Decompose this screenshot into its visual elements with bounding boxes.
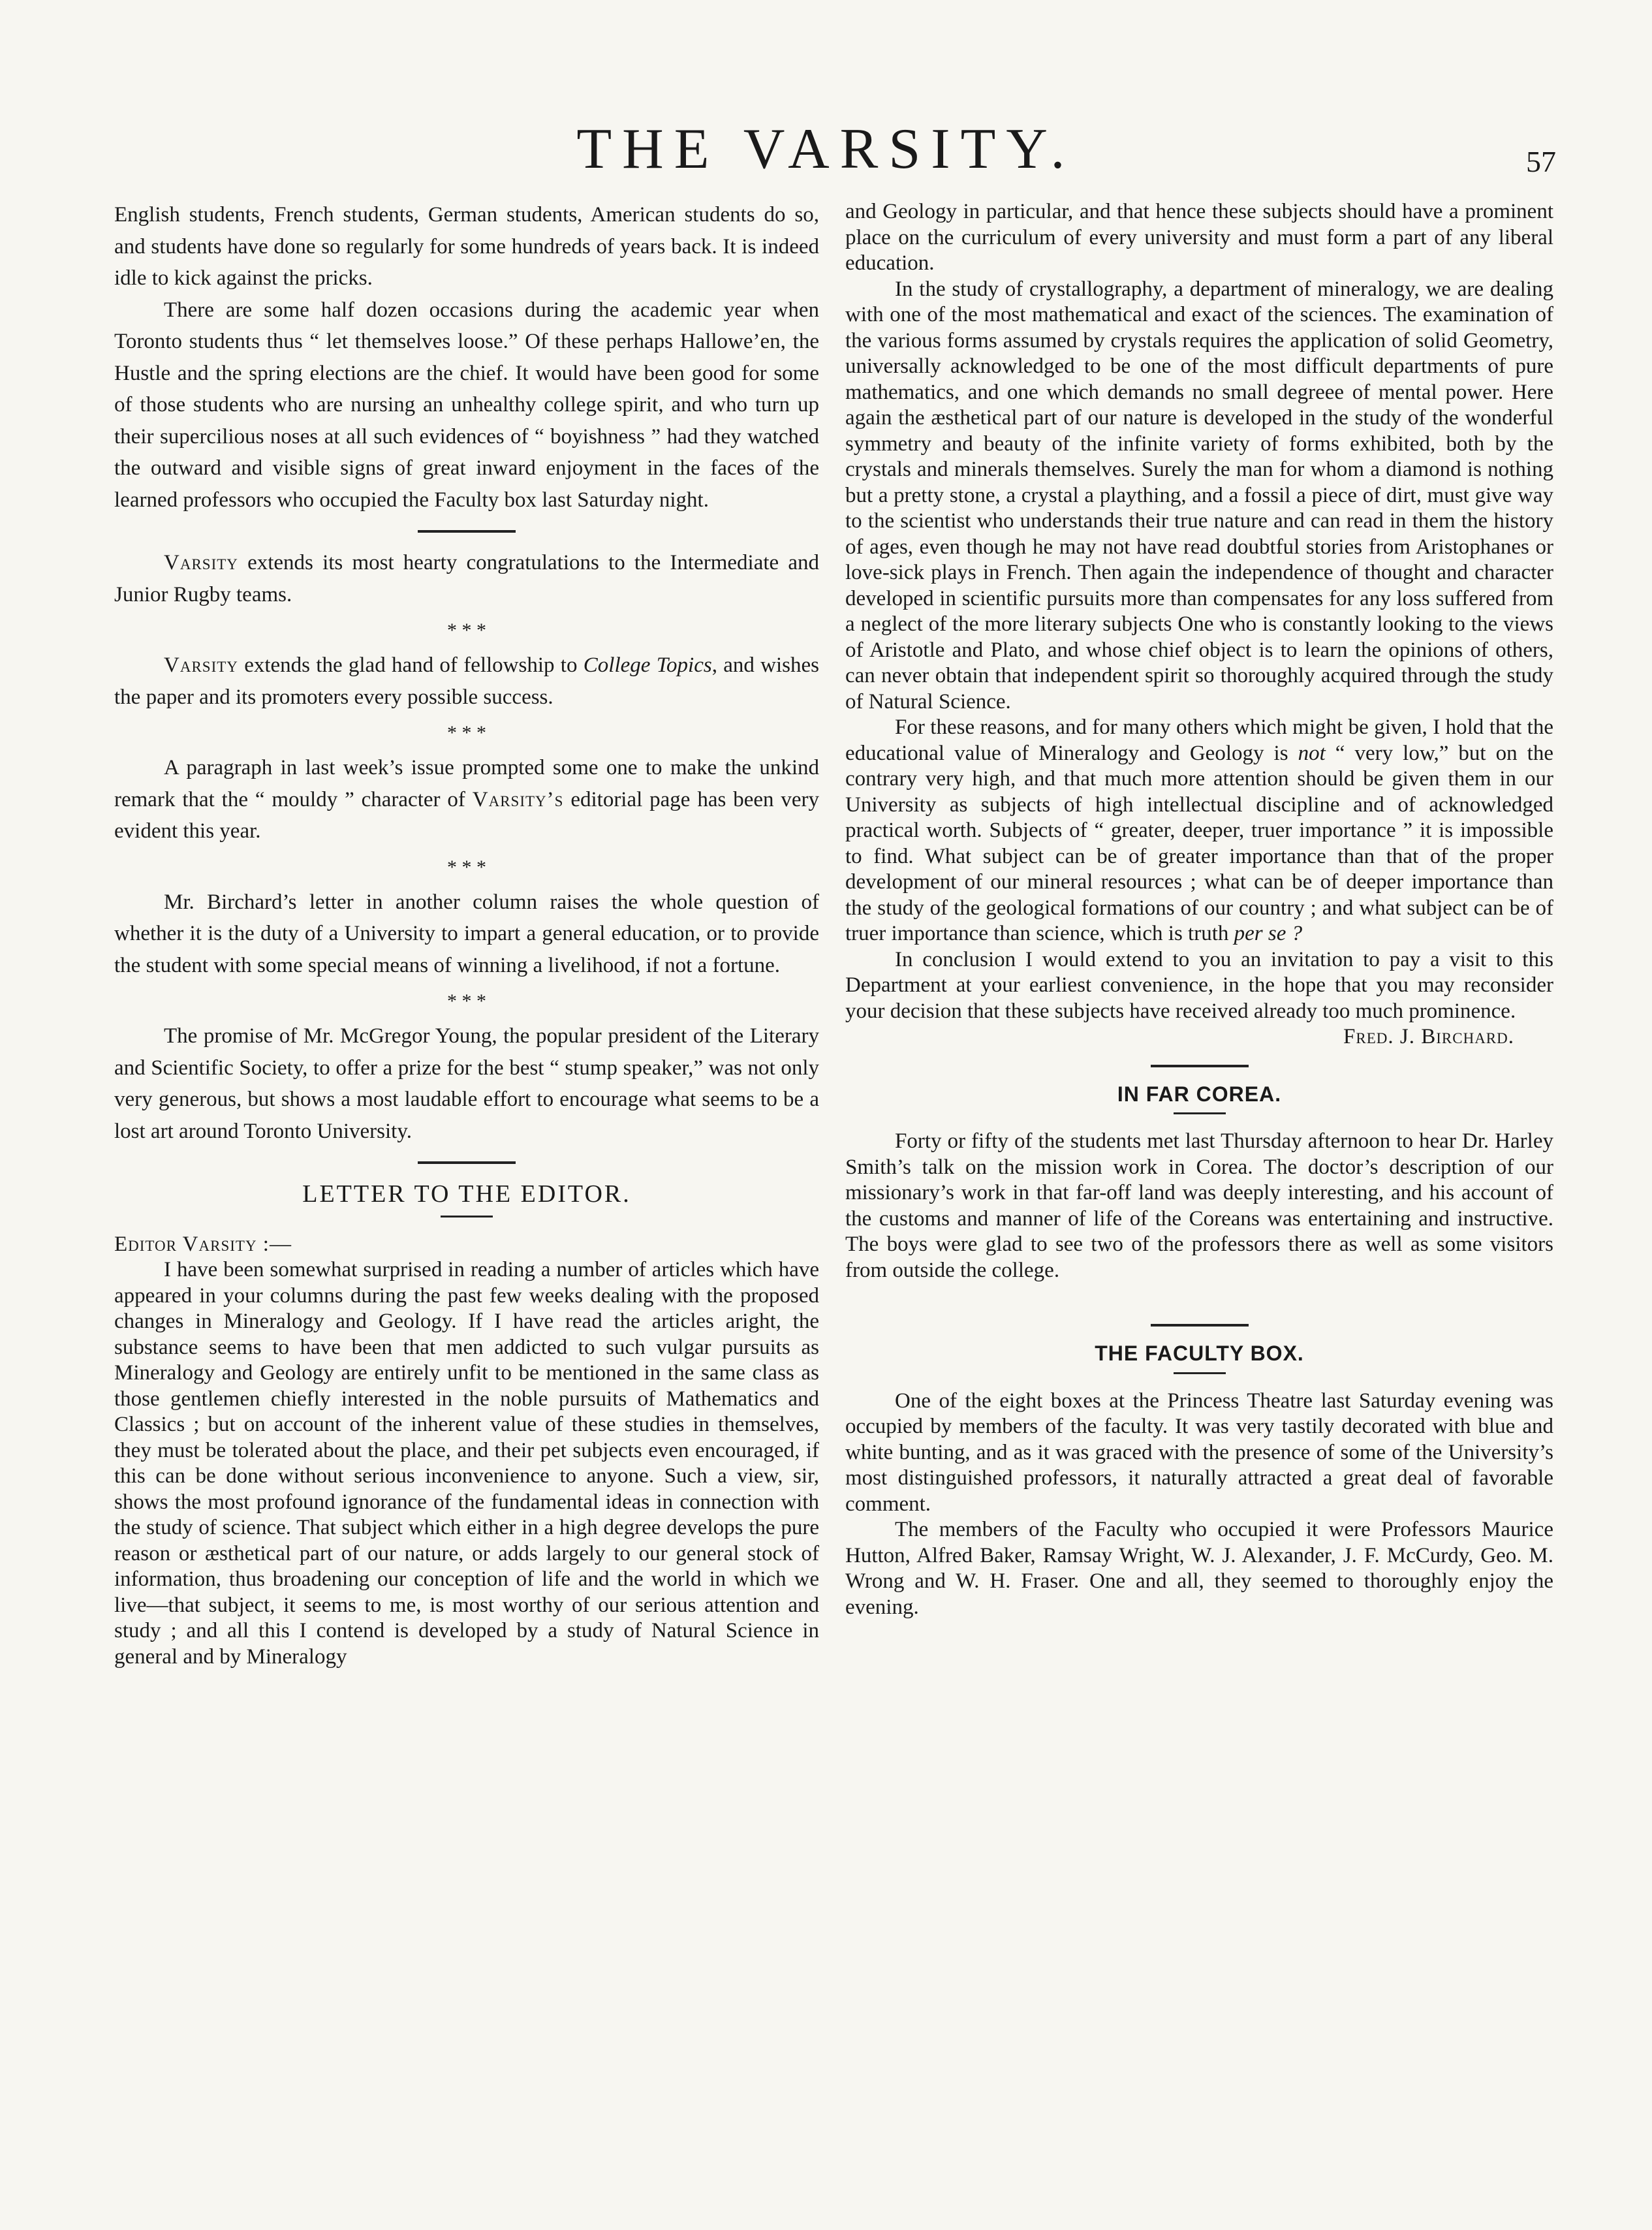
rugby-paragraph [114, 547, 819, 610]
college-topics-paragraph [114, 650, 819, 713]
p3-italic-per-se: per se ? [1234, 922, 1303, 945]
mouldy-text-b: editorial page has been very evident this year. [114, 787, 820, 843]
young-paragraph: The promise of Mr. McGregor Young, the popular president of the Literary and Scientific Society, to offer a prize for the best “ stump speaker,” was not only very generous, but shows a most laudable effort to encourage what seems to be a lost art around Toronto University. [114, 1024, 819, 1143]
letter-signature: Fred. J. Birchard. [1343, 1025, 1514, 1048]
varsity-name: Varsity’s [472, 787, 564, 811]
asterism-divider: * * * [447, 722, 486, 744]
right-column [845, 199, 1553, 1620]
letter-paragraph-2: In the study of crystallography, a department of mineralogy, we are dealing with one of the most mathematical and exact of the sciences. The examination of the various forms assumed by crystals requires the application of solid Geometry, universally acknowledged to be one of the most difficult departments of pure mathematics, and one which demands no small degreee of mental power. Here again the æsthetical part of our nature is developed in the study of the wonderful symmetry and beauty of the infinite variety of forms exhibited, both by the crystals and minerals themselves. Surely the man for whom a diamond is nothing but a pretty stone, a crystal a plaything, and a fossil a piece of dirt, must give way to the scientist who understands their true nature and can read in them the history of ages, even though he may not have read doubtful stories from Aristophanes or love-sick plays in French. Then again the independence of thought and character developed in scientific pursuits more than compensates for any loss suffered from a neglect of the more literary subjects One who is constantly looking to the views of Aristotle and Plato, and whose chief object is to learn the opinions of others, can never obtain that independent spirit so thoroughly acquired through the study of Natural Science. [845, 277, 1553, 714]
section-divider [418, 530, 516, 533]
occasions-paragraph: There are some half dozen occasions during the academic year when Toronto students thus “ let themselves loose.” Of these perhaps Hallowe’en, the Hustle and the spring elections are the chief. It would have been good for some of those students who are nursing an unhealthy college spirit, and who turn up their supercilious noses at all such evidences of “ boyishness ” had they watched the outward and visible signs of great inward enjoyment in the faces of the learned professors who occupied the Faculty box last Saturday night. [114, 298, 819, 512]
mouldy-paragraph [114, 752, 819, 847]
letter-continuation: and Geology in particular, and that hence these subjects should have a prominent place on the curriculum of every university and must form a part of any liberal education. [845, 200, 1553, 275]
faculty-box-heading: THE FACULTY BOX. [1095, 1342, 1304, 1365]
section-divider [418, 1161, 516, 1164]
letter-body [114, 1232, 819, 1671]
mouldy-text-a: A paragraph in last week’s issue prompted some one to make the unkind remark that the “ mouldy ” character of [114, 756, 819, 811]
heading-rule [1174, 1112, 1226, 1114]
letter-paragraph-1: I have been somewhat surprised in reading a number of articles which have appeared in your columns during the past few weeks dealing with the proposed changes in Mineralogy and Geology. If I have read the articles aright, the substance seems to have been that men addicted to such vulgar pursuits as Mineralogy and Geology are entirely unfit to be mentioned in the same class as those gentlemen chiefly interested in the noble pursuits of Mathematics and Classics ; but on account of the inherent value of these studies in themselves, they must be tolerated about the place, and their pet subjects even encouraged, if this can be done without serious inconvenience to anyone. Such a view, sir, shows the most profound ignorance of the fundamental ideas in connection with the study of science. That subject which either in a high degree develops the pure reason or æsthetical part of our nature, or adds largely to our general stock of information, thus broadening our conception of life and the world in which we live—that subject, it seems to me, is most worthy of our serious attention and study ; and all this I contend is developed by a study of Natural Science in general and by Mineralogy [114, 1258, 819, 1669]
topics-text-a: extends the glad hand of fellowship to [238, 653, 584, 677]
faculty-paragraph-2: The members of the Faculty who occupied it were Professors Maurice Hutton, Alfred Baker, Ramsay Wright, W. J. Alexander, J. F. McCurdy, Geo. M. Wrong and W. H. Fraser. One and all, they seemed to thoroughly enjoy the evening. [845, 1518, 1553, 1619]
asterism-divider: * * * [447, 620, 486, 641]
heading-rule [441, 1216, 493, 1217]
asterism-divider: * * * [447, 990, 486, 1012]
letter-salutation: Editor Varsity :— [114, 1232, 292, 1256]
faculty-paragraph-1: One of the eight boxes at the Princess Theatre last Saturday evening was occupied by members of the faculty. It was very tastily decorated with blue and white bunting, and as it was graced with the presence of some of the University’s most distinguished professors, it naturally attracted a great deal of favorable comment. [845, 1389, 1553, 1516]
corea-paragraph: Forty or fifty of the students met last Thursday afternoon to hear Dr. Harley Smith’s talk on the mission work in Corea. The doctor’s description of our missionary’s work in that far-off land was deeply interesting, and his account of the customs and manner of life of the Coreans was entertaining and instructive. The boys were glad to see two of the professors there as well as some visitors from outside the college. [845, 1129, 1553, 1282]
asterism-divider: * * * [447, 856, 486, 878]
corea-heading: IN FAR COREA. [1117, 1082, 1282, 1106]
p3-text-b: “ very low,” but on the contrary very high, and that much more attention should be given them in our University as subjects of high intellectual discipline and of acknowledged practical worth. Subjects of “ greater, deeper, truer importance ” it is impossible to find. What subject can be of greater importance than that of the proper development of our mineral resources ; what can be of deeper importance than the study of the geological formations of our country ; and what subject can be of truer importance than science, which is truth [845, 741, 1553, 945]
letter-paragraph-3 [845, 715, 1553, 947]
varsity-name: Varsity [164, 653, 238, 677]
p3-text-a: For these reasons, and for many others which might be given, I hold that the educational value of Mineralogy and Geology is [845, 715, 1553, 765]
heading-rule [1174, 1372, 1226, 1374]
p3-italic-not: not [1298, 741, 1326, 765]
topics-text-b: , and wishes the paper and its promoters every possible success. [114, 653, 820, 709]
birchard-note-paragraph: Mr. Birchard’s letter in another column raises the whole question of whether it is the duty of a University to impart a general education, or to provide the student with some special means of winning a livelihood, if not a fortune. [114, 890, 819, 977]
masthead-title: THE VARSITY. [576, 118, 1076, 181]
intro-paragraph: English students, French students, German students, American students do so, and students have done so regularly for some hundreds of years back. It is indeed idle to kick against the pricks. [114, 203, 819, 290]
varsity-name: Varsity [164, 551, 238, 574]
left-column [114, 199, 819, 1670]
section-divider [1151, 1324, 1249, 1327]
rugby-text: extends its most hearty congratulations to the Intermediate and Junior Rugby teams. [114, 551, 819, 606]
page-number: 57 [1526, 145, 1556, 178]
section-divider [1151, 1065, 1249, 1067]
letter-heading: LETTER TO THE EDITOR. [302, 1180, 631, 1208]
college-topics-title: College Topics [583, 653, 712, 677]
letter-paragraph-4: In conclusion I would extend to you an invitation to pay a visit to this Department at your earliest convenience, in the hope that you may reconsider your decision that these subjects have received already too much prominence. [845, 947, 1553, 1023]
